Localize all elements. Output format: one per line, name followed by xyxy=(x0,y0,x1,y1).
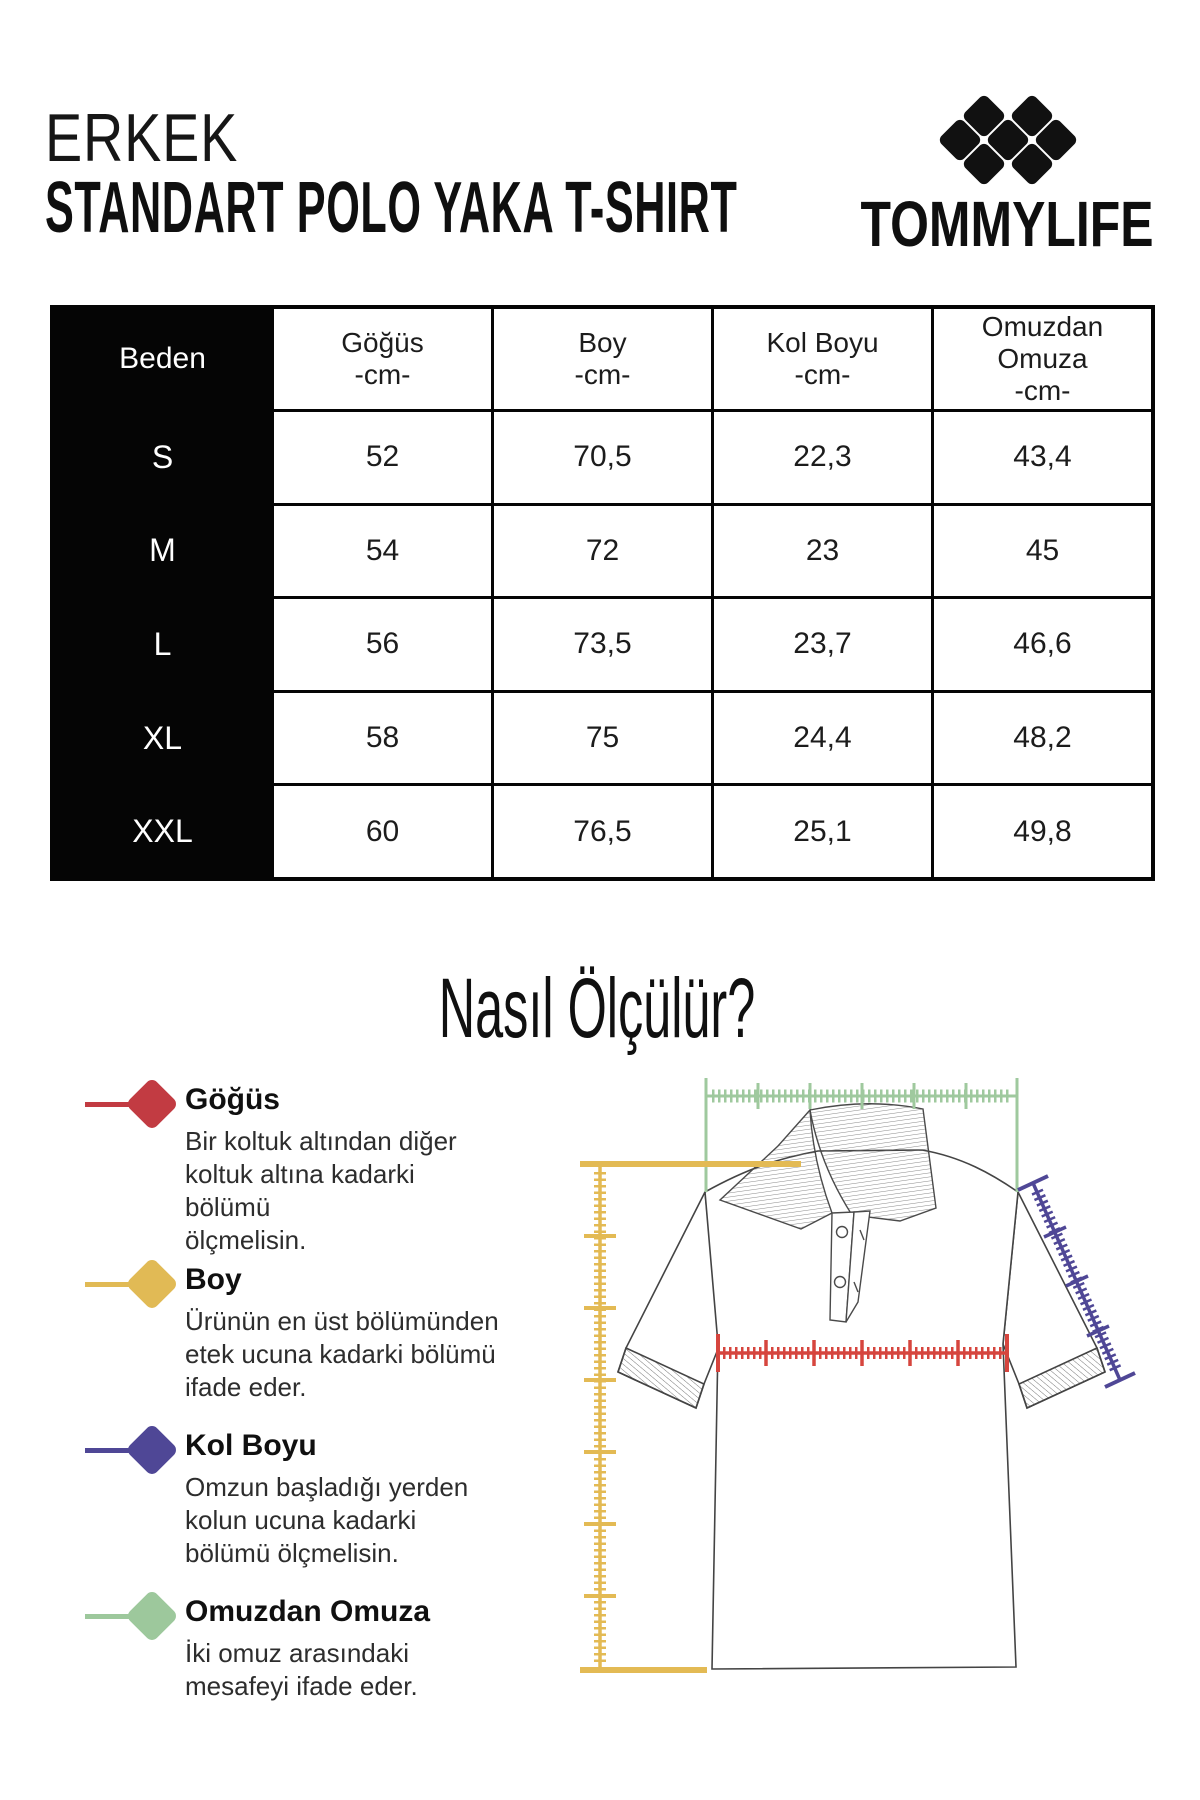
value-cell: 45 xyxy=(934,506,1151,597)
legend-item-kol-boyu xyxy=(85,1428,505,1570)
value-cell: 48,2 xyxy=(934,693,1151,784)
size-cell: L xyxy=(54,599,271,690)
value-cell: 76,5 xyxy=(494,786,711,877)
size-cell: S xyxy=(54,412,271,503)
value-cell: 52 xyxy=(274,412,491,503)
legend-title: Omuzdan Omuza xyxy=(185,1595,431,1628)
value-cell: 58 xyxy=(274,693,491,784)
column-header-beden: Beden xyxy=(54,309,271,409)
chest-diamond-icon xyxy=(125,1077,179,1131)
brand-name: TOMMYLIFE xyxy=(860,188,1154,260)
button xyxy=(837,1227,848,1238)
column-header-gogus: Göğüs -cm- xyxy=(274,309,491,409)
legend-desc: Ürünün en üst bölümünden etek ucuna kadarki bölümü ifade eder. xyxy=(185,1306,499,1403)
legend-desc: Omzun başladığı yerden kolun ucuna kadarki bölümü ölçmelisin. xyxy=(185,1472,469,1569)
sleeve-pin-icon xyxy=(85,1428,180,1472)
legend-title: Göğüs xyxy=(185,1083,280,1116)
value-cell: 70,5 xyxy=(494,412,711,503)
value-cell: 46,6 xyxy=(934,599,1151,690)
category-label: ERKEK xyxy=(45,100,239,176)
value-cell: 22,3 xyxy=(714,412,931,503)
size-table xyxy=(50,305,1155,881)
value-cell: 60 xyxy=(274,786,491,877)
chest-pin-icon xyxy=(85,1082,180,1126)
legend-item-gogus xyxy=(85,1082,505,1257)
shoulder-pin-icon xyxy=(85,1594,180,1638)
sleeve-diamond-icon xyxy=(125,1423,179,1477)
product-title: STANDART POLO YAKA T-SHIRT xyxy=(45,168,738,248)
shoulder-diamond-icon xyxy=(125,1589,179,1643)
button xyxy=(835,1277,846,1288)
legend-item-omuzdan-omuza xyxy=(85,1594,505,1703)
legend-title: Kol Boyu xyxy=(185,1429,317,1462)
brand-logo-icon xyxy=(935,98,1081,190)
length-pin-icon xyxy=(85,1262,180,1306)
legend-desc: İki omuz arasındaki mesafeyi ifade eder. xyxy=(185,1638,418,1702)
legend-title: Boy xyxy=(185,1263,242,1296)
value-cell: 72 xyxy=(494,506,711,597)
legend-item-boy xyxy=(85,1262,505,1404)
value-cell: 73,5 xyxy=(494,599,711,690)
size-cell: XXL xyxy=(54,786,271,877)
length-diamond-icon xyxy=(125,1257,179,1311)
value-cell: 49,8 xyxy=(934,786,1151,877)
size-cell: XL xyxy=(54,693,271,784)
column-header-boy: Boy -cm- xyxy=(494,309,711,409)
value-cell: 54 xyxy=(274,506,491,597)
value-cell: 23 xyxy=(714,506,931,597)
value-cell: 23,7 xyxy=(714,599,931,690)
legend-desc: Bir koltuk altından diğer koltuk altına kadarki bölümü ölçmelisin. xyxy=(185,1126,457,1256)
value-cell: 43,4 xyxy=(934,412,1151,503)
size-cell: M xyxy=(54,506,271,597)
value-cell: 56 xyxy=(274,599,491,690)
value-cell: 25,1 xyxy=(714,786,931,877)
column-header-omuzdan-omuza: Omuzdan Omuza -cm- xyxy=(934,309,1151,409)
value-cell: 75 xyxy=(494,693,711,784)
polo-shirt-diagram xyxy=(480,1050,1200,1750)
column-header-kol-boyu: Kol Boyu -cm- xyxy=(714,309,931,409)
value-cell: 24,4 xyxy=(714,693,931,784)
measure-section-title: Nasıl Ölçülür? xyxy=(438,961,756,1055)
